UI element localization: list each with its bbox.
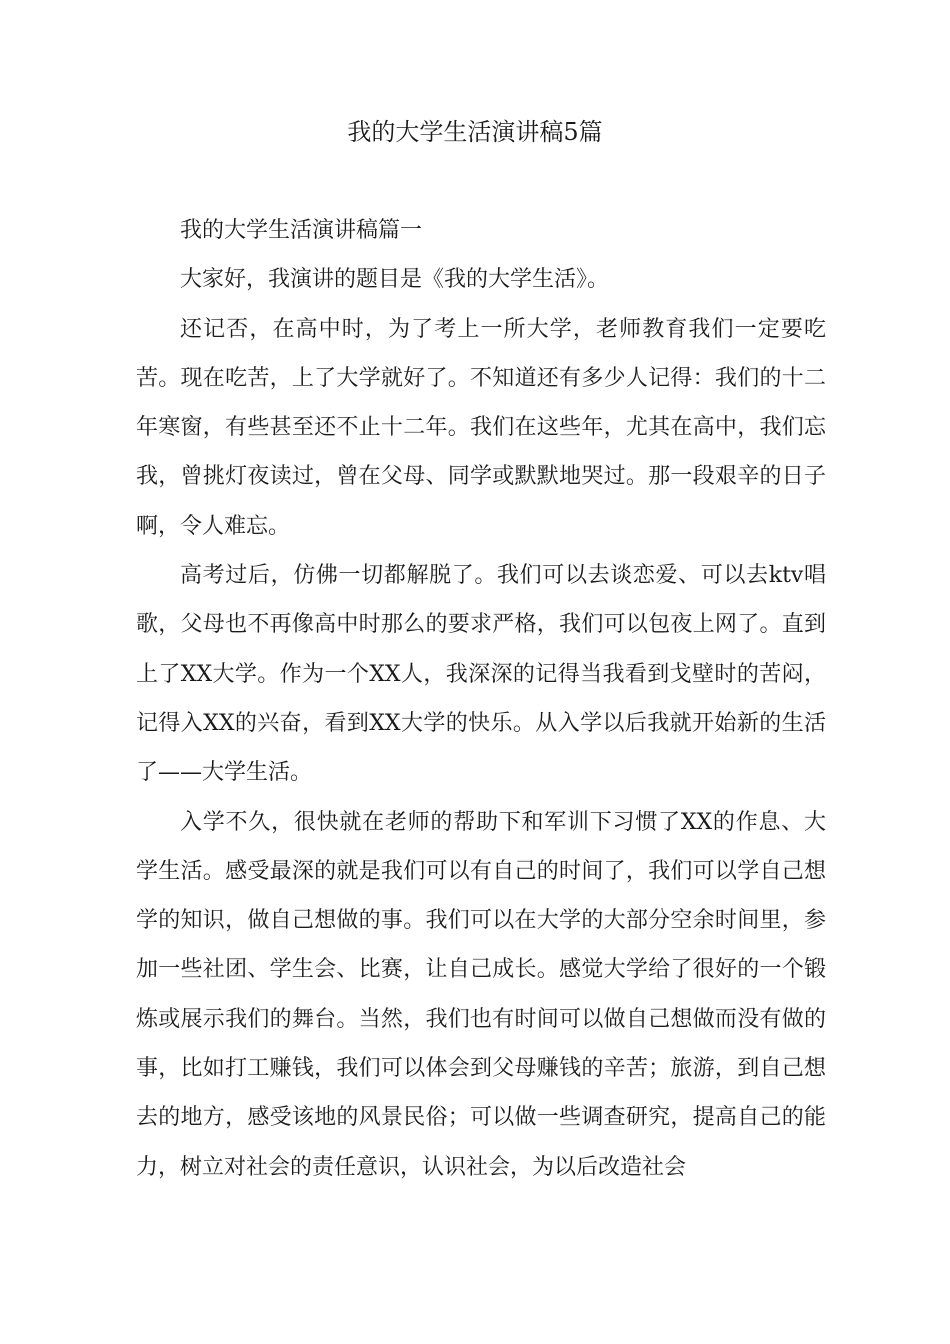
paragraph: 大家好，我演讲的题目是《我的大学生活》。 [180,267,610,293]
document-title: 我的大学生活演讲稿5篇 [347,118,603,146]
paragraph: 还记否，在高中时，为了考上一所大学，老师教育我们一定要吃苦。现在吃苦，上了大学就好了。不知道还有多少人记得：我们的十二年寒窗，有些甚至还不止十二年。我们在这些年，尤其在高中，我们忘我，曾挑灯夜读过，曾在父母、同学或默默地哭过。那一段艰辛的日子啊，令人难忘。 [136,316,826,539]
paragraph: 高考过后，仿佛一切都解脱了。我们可以去谈恋爱、可以去ktv唱歌，父母也不再像高中时那么的要求严格，我们可以包夜上网了。直到上了XX大学。作为一个XX人，我深深的记得当我看到戈壁时的苦闷，记得入XX的兴奋，看到XX大学的快乐。从入学以后我就开始新的生活了——大学生活。 [136,563,826,786]
paragraph: 入学不久，很快就在老师的帮助下和军训下习惯了XX的作息、大学生活。感受最深的就是我们可以有自己的时间了，我们可以学自己想学的知识，做自己想做的事。我们可以在大学的大部分空余时间里，参加一些社团、学生会、比赛，让自己成长。感觉大学给了很好的一个锻炼或展示我们的舞台。当然，我们也有时间可以做自己想做而没有做的事，比如打工赚钱，我们可以体会到父母赚钱的辛苦；旅游，到自己想去的地方，感受该地的风景民俗；可以做一些调查研究，提高自己的能力，树立对社会的责任意识，认识社会，为以后改造社会 [136,809,826,1180]
document-body [136,206,826,1192]
section-heading: 我的大学生活演讲稿篇一 [180,218,423,243]
